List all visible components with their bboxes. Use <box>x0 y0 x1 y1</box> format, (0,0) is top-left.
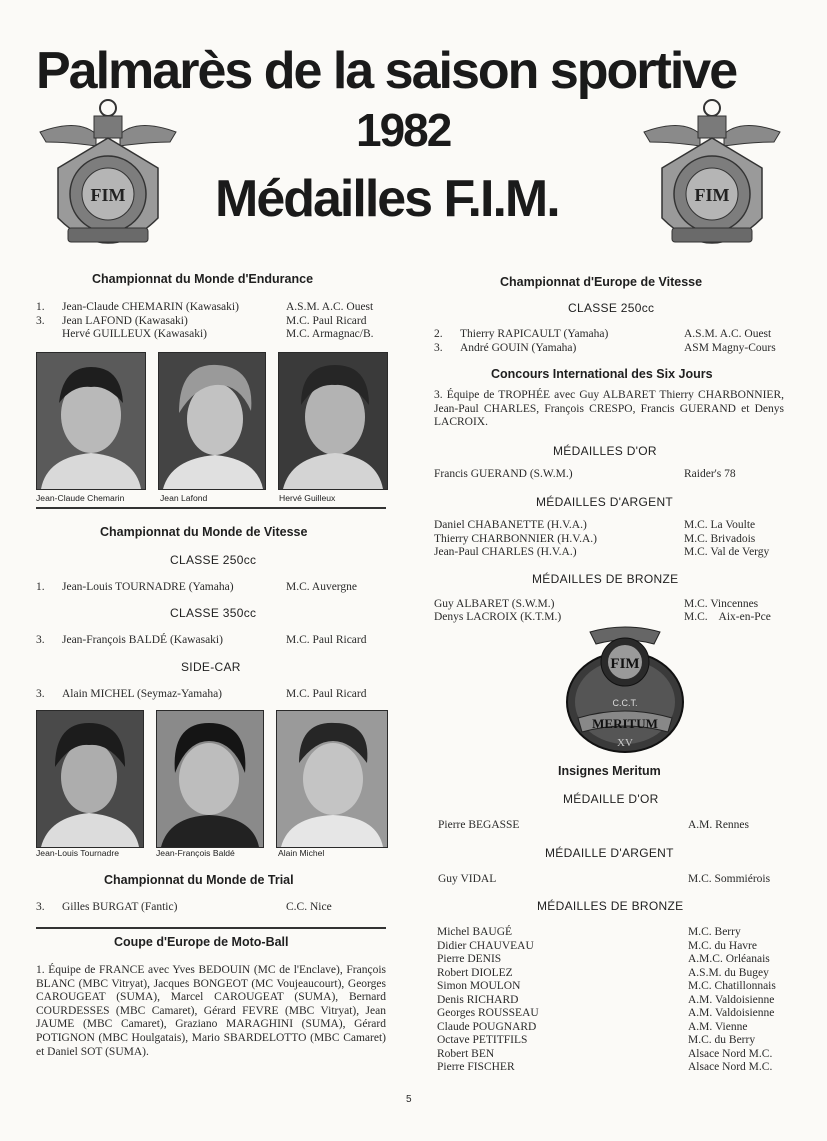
europe-vitesse-heading: Championnat d'Europe de Vitesse <box>500 275 703 289</box>
list-item <box>437 1061 787 1075</box>
endurance-row-club: A.S.M. A.C. Ouest <box>286 301 374 313</box>
medal-name: Denys LACROIX (K.T.M.) <box>434 611 562 623</box>
medal-name: Simon MOULON <box>437 980 521 992</box>
result-pos: 3. <box>434 342 443 354</box>
photo-caption: Hervé Guilleux <box>279 493 336 503</box>
list-item <box>437 953 787 967</box>
divider <box>36 507 386 509</box>
photo-tournadre <box>36 710 144 848</box>
result-club: M.C. Paul Ricard <box>286 634 367 646</box>
medailles-or-heading: MÉDAILLES D'OR <box>553 444 657 458</box>
motoball-text: 1. Équipe de FRANCE avec Yves BEDOUIN (MC de l'Enclave), François BLANC (MBC Vitryat), Jacques BONGEOT (MC Voujeaucourt), Georges CAROUGEAT (SUMA), Marcel CAROUGEAT (SUMA), Bernard COURDESSES (MBC Camaret), Gérard FEVRE (MBC Vitryat), Jean JAUME (MBC Camaret), Graziano MARAGHINI (SUMA), Gérard POTIGNON (MBC Houlgatais), Mario SBARDELOTTO (MBC Camaret) et Daniel SOT (SUMA). <box>36 964 386 1058</box>
medal-club: Alsace Nord M.C. <box>688 1061 773 1073</box>
medal-name: Pierre DENIS <box>437 953 502 965</box>
vitesse-monde-heading: Championnat du Monde de Vitesse <box>100 525 308 539</box>
endurance-heading: Championnat du Monde d'Endurance <box>92 272 314 286</box>
medailles-bronze-heading: MÉDAILLES DE BRONZE <box>532 572 679 586</box>
result-name: Alain MICHEL (Seymaz-Yamaha) <box>62 688 223 700</box>
photo-caption: Jean-Louis Tournadre <box>36 848 119 858</box>
six-jours-heading: Concours International des Six Jours <box>491 367 713 381</box>
fim-emblem-icon <box>642 98 782 270</box>
result-pos: 1. <box>36 581 45 593</box>
medal-name: Thierry CHARBONNIER (H.V.A.) <box>434 533 598 545</box>
medaille-argent-heading: MÉDAILLE D'ARGENT <box>545 846 674 860</box>
medal-club: A.M.C. Orléanais <box>688 953 770 965</box>
medal-club: M.C. La Voulte <box>684 519 756 531</box>
medal-name: Denis RICHARD <box>437 993 519 1006</box>
list-item <box>437 1007 787 1021</box>
sidecar-heading: SIDE-CAR <box>181 660 241 674</box>
medal-club: M.C. Chatillonnais <box>688 980 776 992</box>
result-club: C.C. Nice <box>286 901 332 913</box>
medal-club: A.M. Valdoisienne <box>688 993 775 1006</box>
medailles-argent-heading: MÉDAILLES D'ARGENT <box>536 495 674 509</box>
result-name: Jean-François BALDÉ (Kawasaki) <box>62 634 223 646</box>
endurance-row-pos: 3. <box>36 315 45 327</box>
medal-club: M.C. Sommiérois <box>688 873 771 885</box>
fim-emblem-label: FIM <box>90 185 126 205</box>
medal-name: Daniel CHABANETTE (H.V.A.) <box>434 519 587 531</box>
medailles-bronze-heading: MÉDAILLES DE BRONZE <box>537 899 684 913</box>
page-number: 5 <box>406 1094 412 1105</box>
list-item <box>437 980 787 994</box>
trial-heading: Championnat du Monde de Trial <box>104 873 294 887</box>
photo-lafond <box>158 352 266 490</box>
medal-club: A.M. Valdoisienne <box>688 1007 775 1019</box>
photo-caption: Alain Michel <box>278 848 325 858</box>
badge-fim-label: FIM <box>610 656 640 672</box>
fim-emblem-label: FIM <box>694 185 730 205</box>
page-title-line1: Palmarès de la saison sportive <box>36 42 737 100</box>
badge-cct-label: C.C.T. <box>612 698 638 708</box>
medal-club: M.C. Val de Vergy <box>684 546 770 558</box>
result-name: André GOUIN (Yamaha) <box>460 342 577 354</box>
result-club: M.C. Auvergne <box>286 581 358 593</box>
result-name: Gilles BURGAT (Fantic) <box>62 901 178 913</box>
result-pos: 3. <box>36 634 45 646</box>
result-pos: 3. <box>36 688 45 700</box>
endurance-row-club: M.C. Paul Ricard <box>286 315 367 327</box>
six-jours-text: 3. Équipe de TROPHÉE avec Guy ALBARET Thierry CHARBONNIER, Jean-Paul CHARLES, François CRESPO, Francis GUERAND et Denys LACROIX. <box>434 389 784 429</box>
medal-name: Francis GUERAND (S.W.M.) <box>434 468 573 480</box>
medal-name: Georges ROUSSEAU <box>437 1007 539 1019</box>
badge-number-label: XV <box>617 737 633 749</box>
list-item <box>437 1034 787 1048</box>
class-250-heading: CLASSE 250cc <box>568 301 655 315</box>
result-name: Jean-Louis TOURNADRE (Yamaha) <box>62 581 234 593</box>
medal-name: Jean-Paul CHARLES (H.V.A.) <box>434 546 577 558</box>
medal-club: A.M. Vienne <box>688 1020 748 1033</box>
medal-club: M.C. du Havre <box>688 939 757 952</box>
medal-club: M.C. Aix-en-Pce <box>684 611 771 623</box>
class-250-heading: CLASSE 250cc <box>170 553 257 567</box>
meritum-badge-icon <box>560 622 690 756</box>
list-item <box>437 1048 787 1062</box>
medal-name: Octave PETITFILS <box>437 1034 528 1046</box>
medal-club: M.C. Vincennes <box>684 598 759 610</box>
medal-club: M.C. du Berry <box>688 1034 756 1046</box>
result-pos: 2. <box>434 328 443 340</box>
medal-club: Raider's 78 <box>684 468 736 480</box>
list-item <box>437 967 787 981</box>
page-title-year: 1982 <box>356 104 451 156</box>
meritum-heading: Insignes Meritum <box>558 764 661 778</box>
photo-caption: Jean-Claude Chemarin <box>36 493 125 503</box>
endurance-row-name: Jean-Claude CHEMARIN (Kawasaki) <box>62 301 239 313</box>
list-item <box>437 940 787 954</box>
medal-name: Guy VIDAL <box>438 873 497 885</box>
medal-name: Didier CHAUVEAU <box>437 939 534 952</box>
photo-caption: Jean Lafond <box>160 493 208 503</box>
medal-name: Claude POUGNARD <box>437 1020 537 1033</box>
bronze-list <box>437 926 787 1075</box>
medal-club: M.C. Berry <box>688 926 741 938</box>
endurance-row-name: Hervé GUILLEUX (Kawasaki) <box>62 328 207 340</box>
badge-meritum-label: MERITUM <box>592 716 658 731</box>
medal-name: Michel BAUGÉ <box>437 926 513 938</box>
medal-name: Pierre BEGASSE <box>438 819 520 831</box>
divider <box>36 927 386 929</box>
photo-michel <box>276 710 388 848</box>
page-title-medals: Médailles F.I.M. <box>215 170 559 228</box>
result-pos: 3. <box>36 901 45 913</box>
medal-club: Alsace Nord M.C. <box>688 1047 773 1060</box>
medaille-or-heading: MÉDAILLE D'OR <box>563 792 659 806</box>
medal-name: Guy ALBARET (S.W.M.) <box>434 598 555 610</box>
photo-caption: Jean-François Baldé <box>156 848 235 858</box>
medal-club: A.S.M. du Bugey <box>688 966 769 979</box>
list-item <box>437 994 787 1008</box>
result-club: ASM Magny-Cours <box>684 342 776 354</box>
medal-club: A.M. Rennes <box>688 819 750 831</box>
endurance-row-club: M.C. Armagnac/B. <box>286 328 374 340</box>
motoball-heading: Coupe d'Europe de Moto-Ball <box>114 935 289 949</box>
list-item <box>437 926 787 940</box>
medal-name: Robert BEN <box>437 1047 495 1060</box>
medal-name: Robert DIOLEZ <box>437 966 513 979</box>
endurance-row-name: Jean LAFOND (Kawasaki) <box>62 315 188 327</box>
list-item <box>437 1021 787 1035</box>
result-club: A.S.M. A.C. Ouest <box>684 328 772 340</box>
class-350-heading: CLASSE 350cc <box>170 606 257 620</box>
endurance-row-pos: 1. <box>36 301 45 313</box>
fim-emblem-icon <box>38 98 178 270</box>
result-club: M.C. Paul Ricard <box>286 688 367 700</box>
result-name: Thierry RAPICAULT (Yamaha) <box>460 328 609 340</box>
medal-club: M.C. Brivadois <box>684 533 756 545</box>
medal-name: Pierre FISCHER <box>437 1061 515 1073</box>
photo-balde <box>156 710 264 848</box>
photo-guilleux <box>278 352 388 490</box>
photo-chemarin <box>36 352 146 490</box>
